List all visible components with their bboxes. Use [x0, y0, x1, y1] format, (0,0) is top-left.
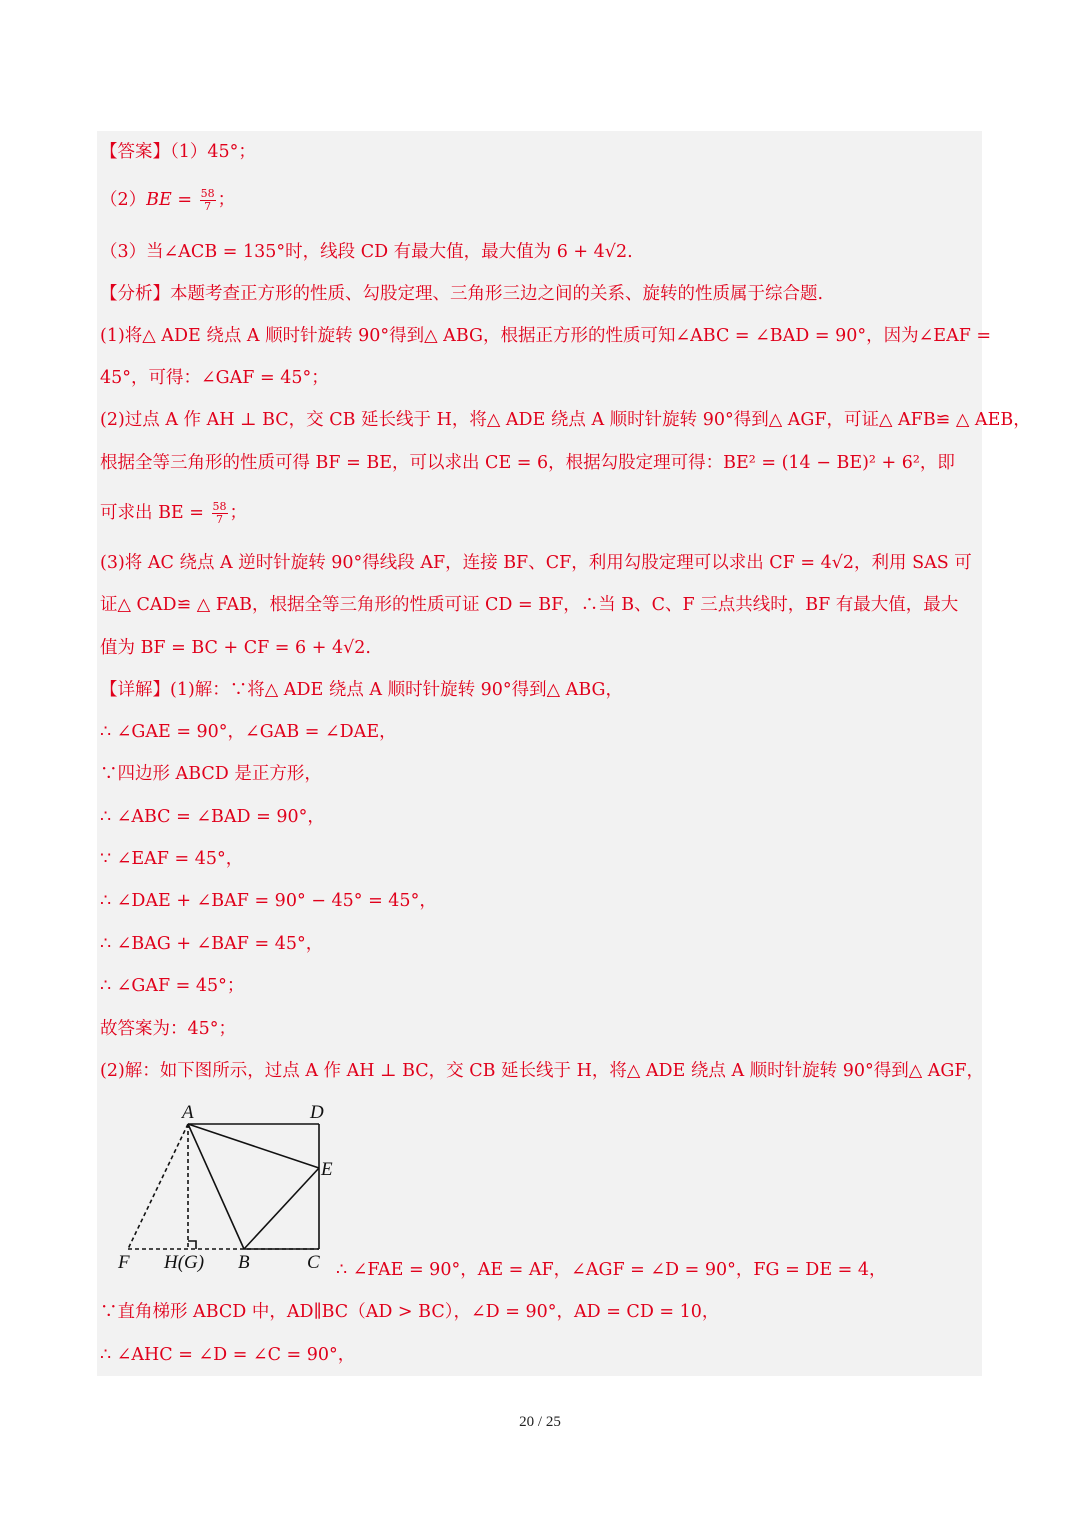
fraction-numerator: 58	[212, 500, 227, 513]
analysis-part2-line3-suffix: ；	[229, 503, 247, 523]
analysis-part2-line1: (2)过点 A 作 AH ⊥ BC，交 CB 延长线于 H，将△ ADE 绕点 A 顺时针旋转 90°得到△ AGF，可证△ AFB≌ △ AEB，	[100, 410, 1031, 430]
answer-part2-expr: BE =	[146, 190, 198, 210]
answer-part2-suffix: ；	[217, 190, 236, 210]
analysis-part3-line3: 值为 BF = BC + CF = 6 + 4√2.	[100, 638, 371, 658]
segment-BE	[244, 1168, 319, 1249]
detail-line-4: ∴ ∠ABC = ∠BAD = 90°，	[100, 807, 325, 827]
segment-AB	[188, 1124, 244, 1249]
detail-line-12: ∵直角梯形 ABCD 中，AD∥BC（AD > BC），∠D = 90°，AD = CD = 10，	[100, 1302, 720, 1322]
analysis-part2-line3-prefix: 可求出 BE =	[100, 503, 210, 523]
analysis-part3-line2: 证△ CAD≌ △ FAB，根据全等三角形的性质可证 CD = BF，∴当 B、C、F 三点共线时，BF 有最大值，最大	[100, 595, 959, 615]
label-F: F	[118, 1252, 130, 1273]
label-B: B	[238, 1252, 250, 1273]
detail-line-7: ∴ ∠BAG + ∠BAF = 45°，	[100, 934, 324, 954]
detail-line-8: ∴ ∠GAF = 45°；	[100, 976, 245, 996]
right-angle-mark	[188, 1241, 196, 1249]
analysis-part2-line2: 根据全等三角形的性质可得 BF = BE，可以求出 CE = 6，根据勾股定理可得：BE² = (14 − BE)² + 6²，即	[100, 453, 955, 473]
geometry-figure	[110, 1098, 340, 1278]
detail-line-10: (2)解：如下图所示，过点 A 作 AH ⊥ BC，交 CB 延长线于 H，将△ ADE 绕点 A 顺时针旋转 90°得到△ AGF，	[100, 1061, 985, 1081]
detail-line-2: ∴ ∠GAE = 90°，∠GAB = ∠DAE，	[100, 722, 397, 742]
analysis-part2-line3	[100, 499, 247, 527]
page-number: 20 / 25	[519, 1414, 561, 1430]
detail-line-6: ∴ ∠DAE + ∠BAF = 90° − 45° = 45°，	[100, 891, 437, 911]
answer-part2	[100, 186, 235, 214]
label-HG: H(G)	[164, 1252, 205, 1273]
analysis-part1-line1: (1)将△ ADE 绕点 A 顺时针旋转 90°得到△ ABG，根据正方形的性质可知∠ABC = ∠BAD = 90°，因为∠EAF =	[100, 326, 992, 346]
detail-line-5: ∵ ∠EAF = 45°，	[100, 849, 244, 869]
answer-part2-prefix: （2）	[100, 190, 147, 210]
analysis-part1-line2: 45°，可得：∠GAF = 45°；	[100, 368, 329, 388]
segment-AF-dashed	[128, 1124, 188, 1249]
detail-line-13: ∴ ∠AHC = ∠D = ∠C = 90°，	[100, 1345, 356, 1365]
analysis-part3-line1: (3)将 AC 绕点 A 逆时针旋转 90°得线段 AF，连接 BF、CF，利用勾股定理可以求出 CF = 4√2，利用 SAS 可	[100, 553, 972, 573]
label-C: C	[307, 1252, 320, 1273]
fraction-denominator: 7	[204, 200, 212, 213]
detail-line-11: ∴ ∠FAE = 90°，AE = AF，∠AGF = ∠D = 90°，FG = DE = 4，	[336, 1260, 887, 1280]
detail-line-3: ∵四边形 ABCD 是正方形，	[100, 764, 322, 784]
fraction-58-7	[212, 501, 228, 526]
analysis-intro: 【分析】本题考查正方形的性质、勾股定理、三角形三边之间的关系、旋转的性质属于综合题.	[100, 284, 824, 304]
answer-part1: 【答案】（1）45°；	[100, 142, 256, 162]
answer-part3: （3）当∠ACB = 135°时，线段 CD 有最大值，最大值为 6 + 4√2.	[100, 242, 633, 262]
fraction-denominator: 7	[216, 513, 223, 526]
fraction-58-7	[200, 188, 216, 213]
label-A: A	[182, 1102, 194, 1123]
segment-AE	[188, 1124, 319, 1168]
fraction-numerator: 58	[200, 187, 215, 200]
label-D: D	[310, 1102, 324, 1123]
detail-line-1: 【详解】(1)解：∵将△ ADE 绕点 A 顺时针旋转 90°得到△ ABG，	[100, 680, 623, 700]
detail-line-9: 故答案为：45°；	[100, 1019, 237, 1039]
label-E: E	[321, 1159, 333, 1180]
